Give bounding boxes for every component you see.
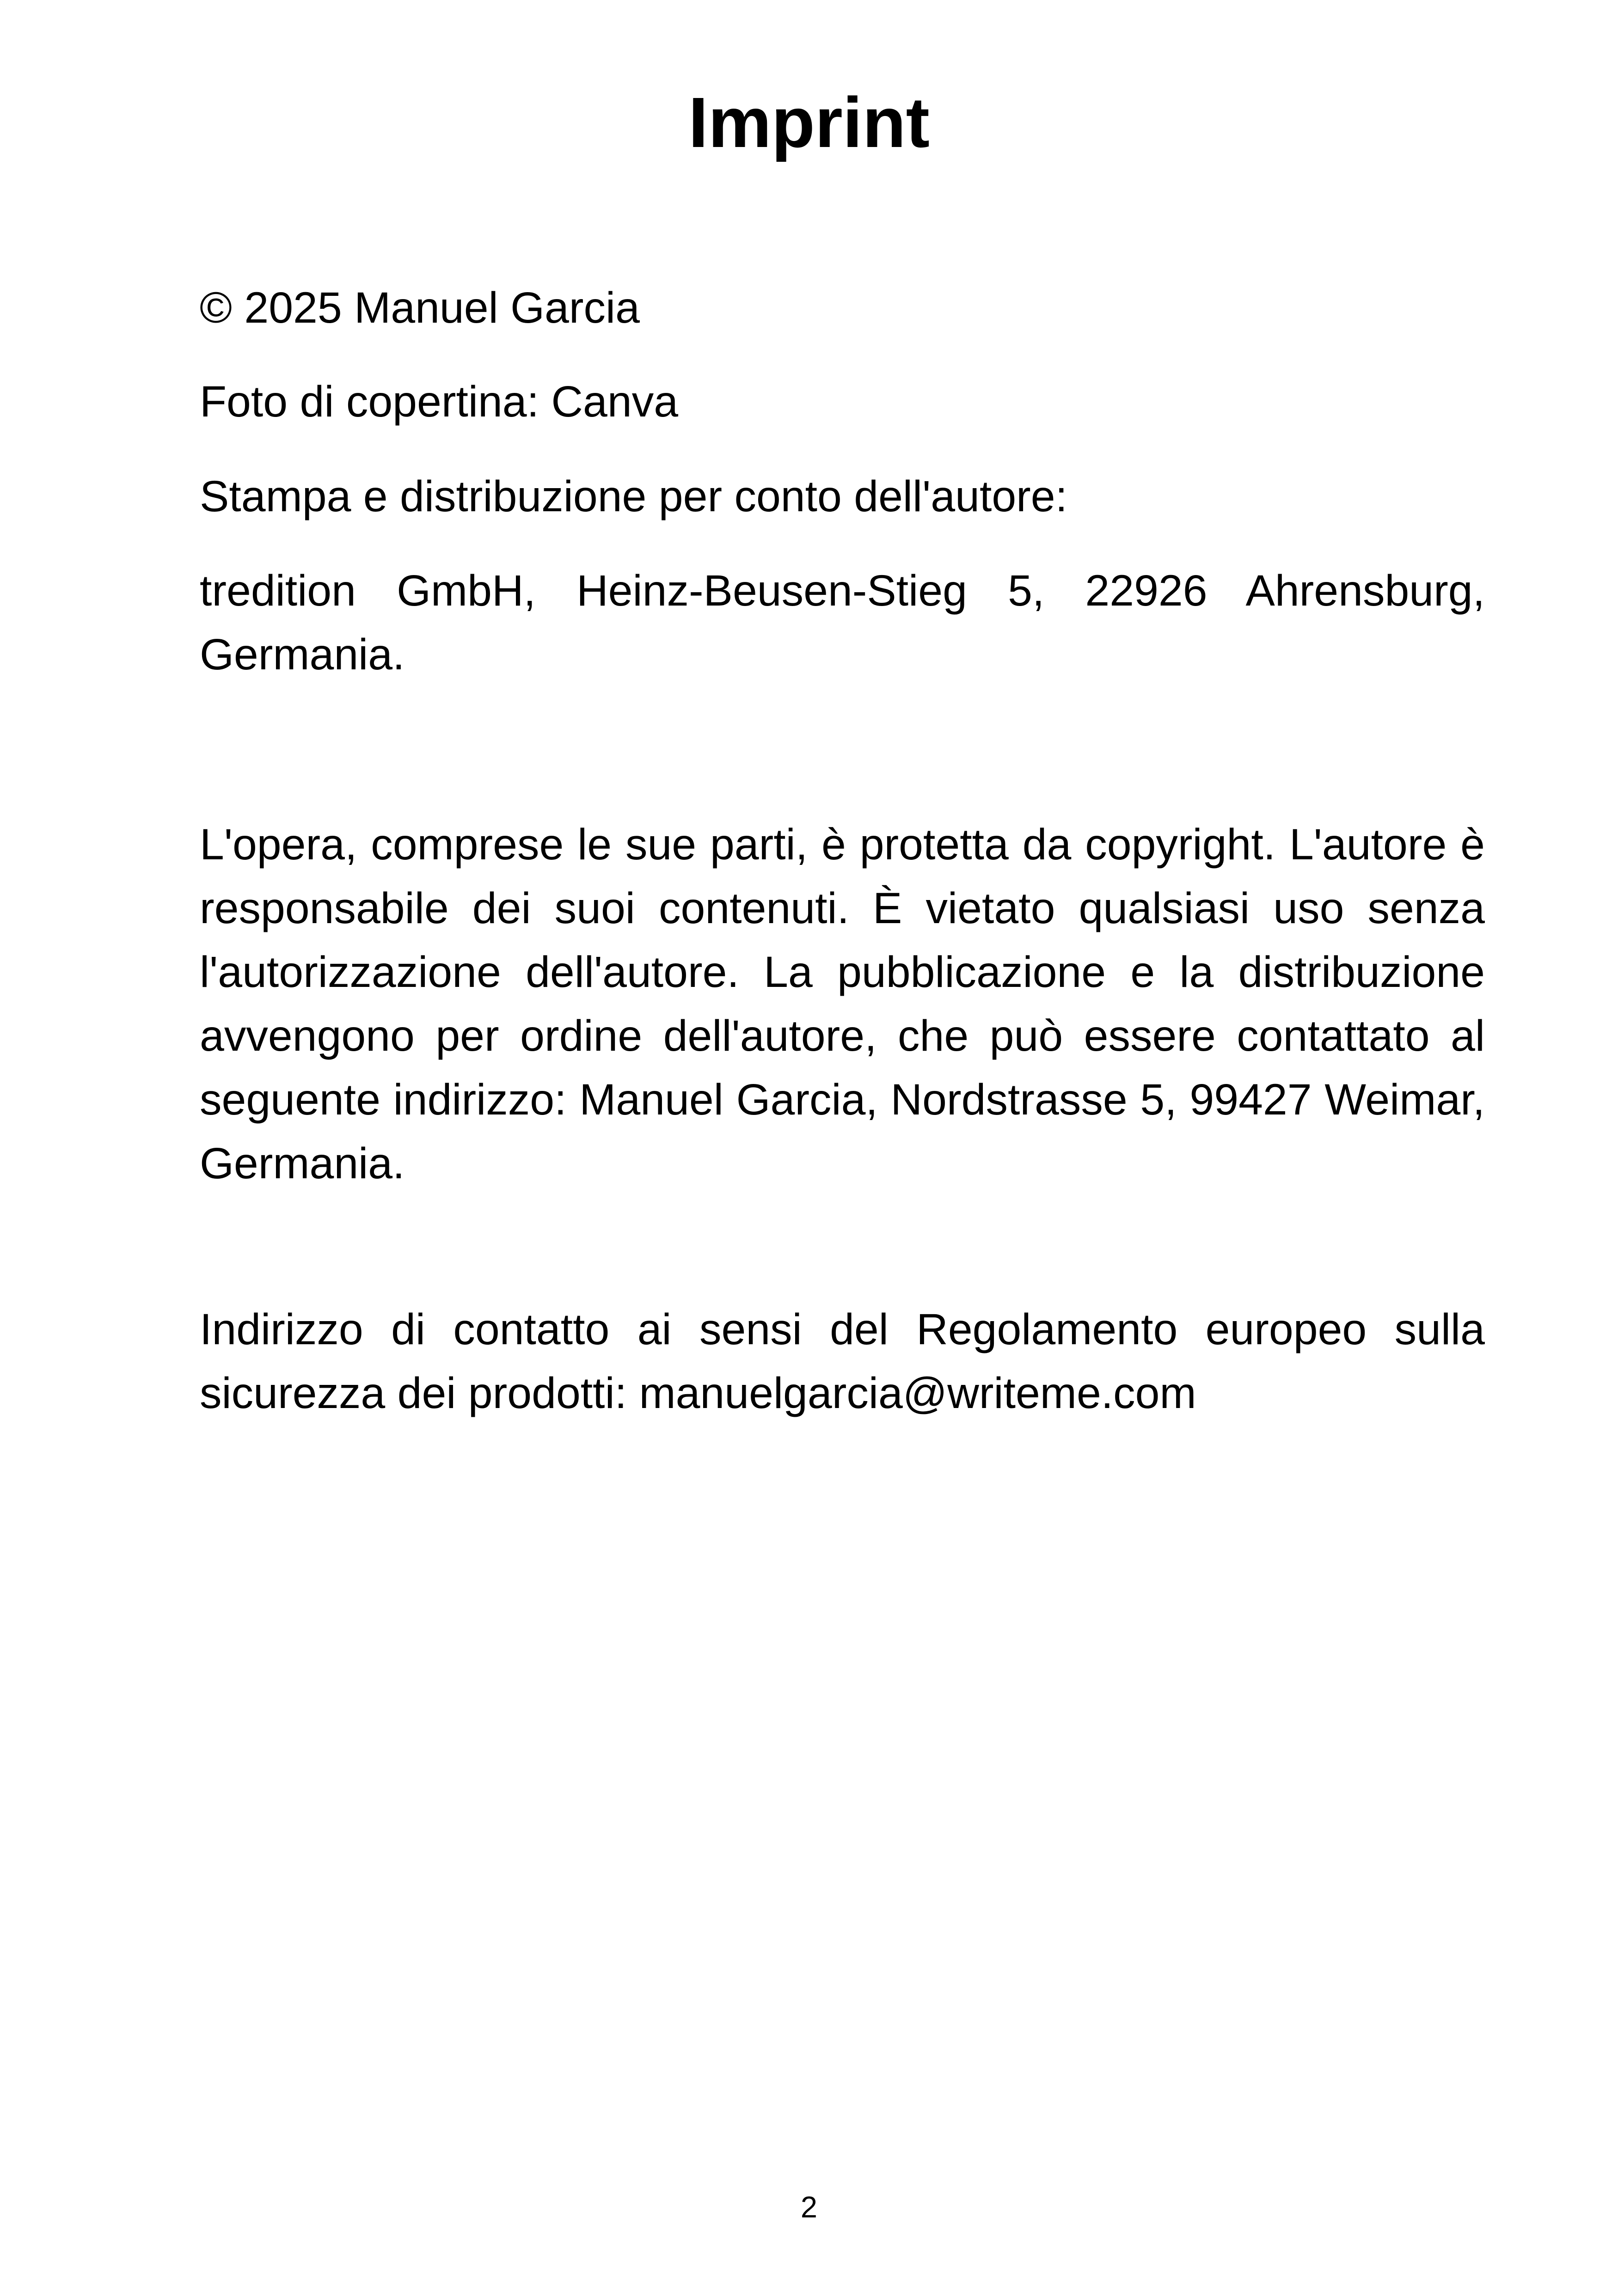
- copyright-line: © 2025 Manuel Garcia: [200, 283, 640, 332]
- cover-photo-credit: Foto di copertina: Canva: [200, 377, 679, 426]
- page-number: 2: [800, 2190, 818, 2224]
- publisher-address: tredition GmbH, Heinz-Beusen-Stieg 5, 22926 Ahrensburg, Germania.: [200, 566, 1485, 679]
- printing-label: Stampa e distribuzione per conto dell'autore:: [200, 472, 1068, 521]
- page-title: Imprint: [688, 83, 930, 162]
- product-safety-contact: Indirizzo di contatto ai sensi del Regolamento europeo sulla sicurezza dei prodotti: manuelgarcia@writeme.com: [200, 1305, 1485, 1418]
- copyright-notice: L'opera, comprese le sue parti, è protetta da copyright. L'autore è responsabile dei suoi contenuti. È vietato qualsiasi uso senza l'autorizzazione dell'autore. La pubblicazione e la distribuzione avvengono per ordine dell'autore, che può essere contattato al seguente indirizzo: Manuel Garcia, Nordstrasse 5, 99427 Weimar, Germania.: [200, 820, 1485, 1188]
